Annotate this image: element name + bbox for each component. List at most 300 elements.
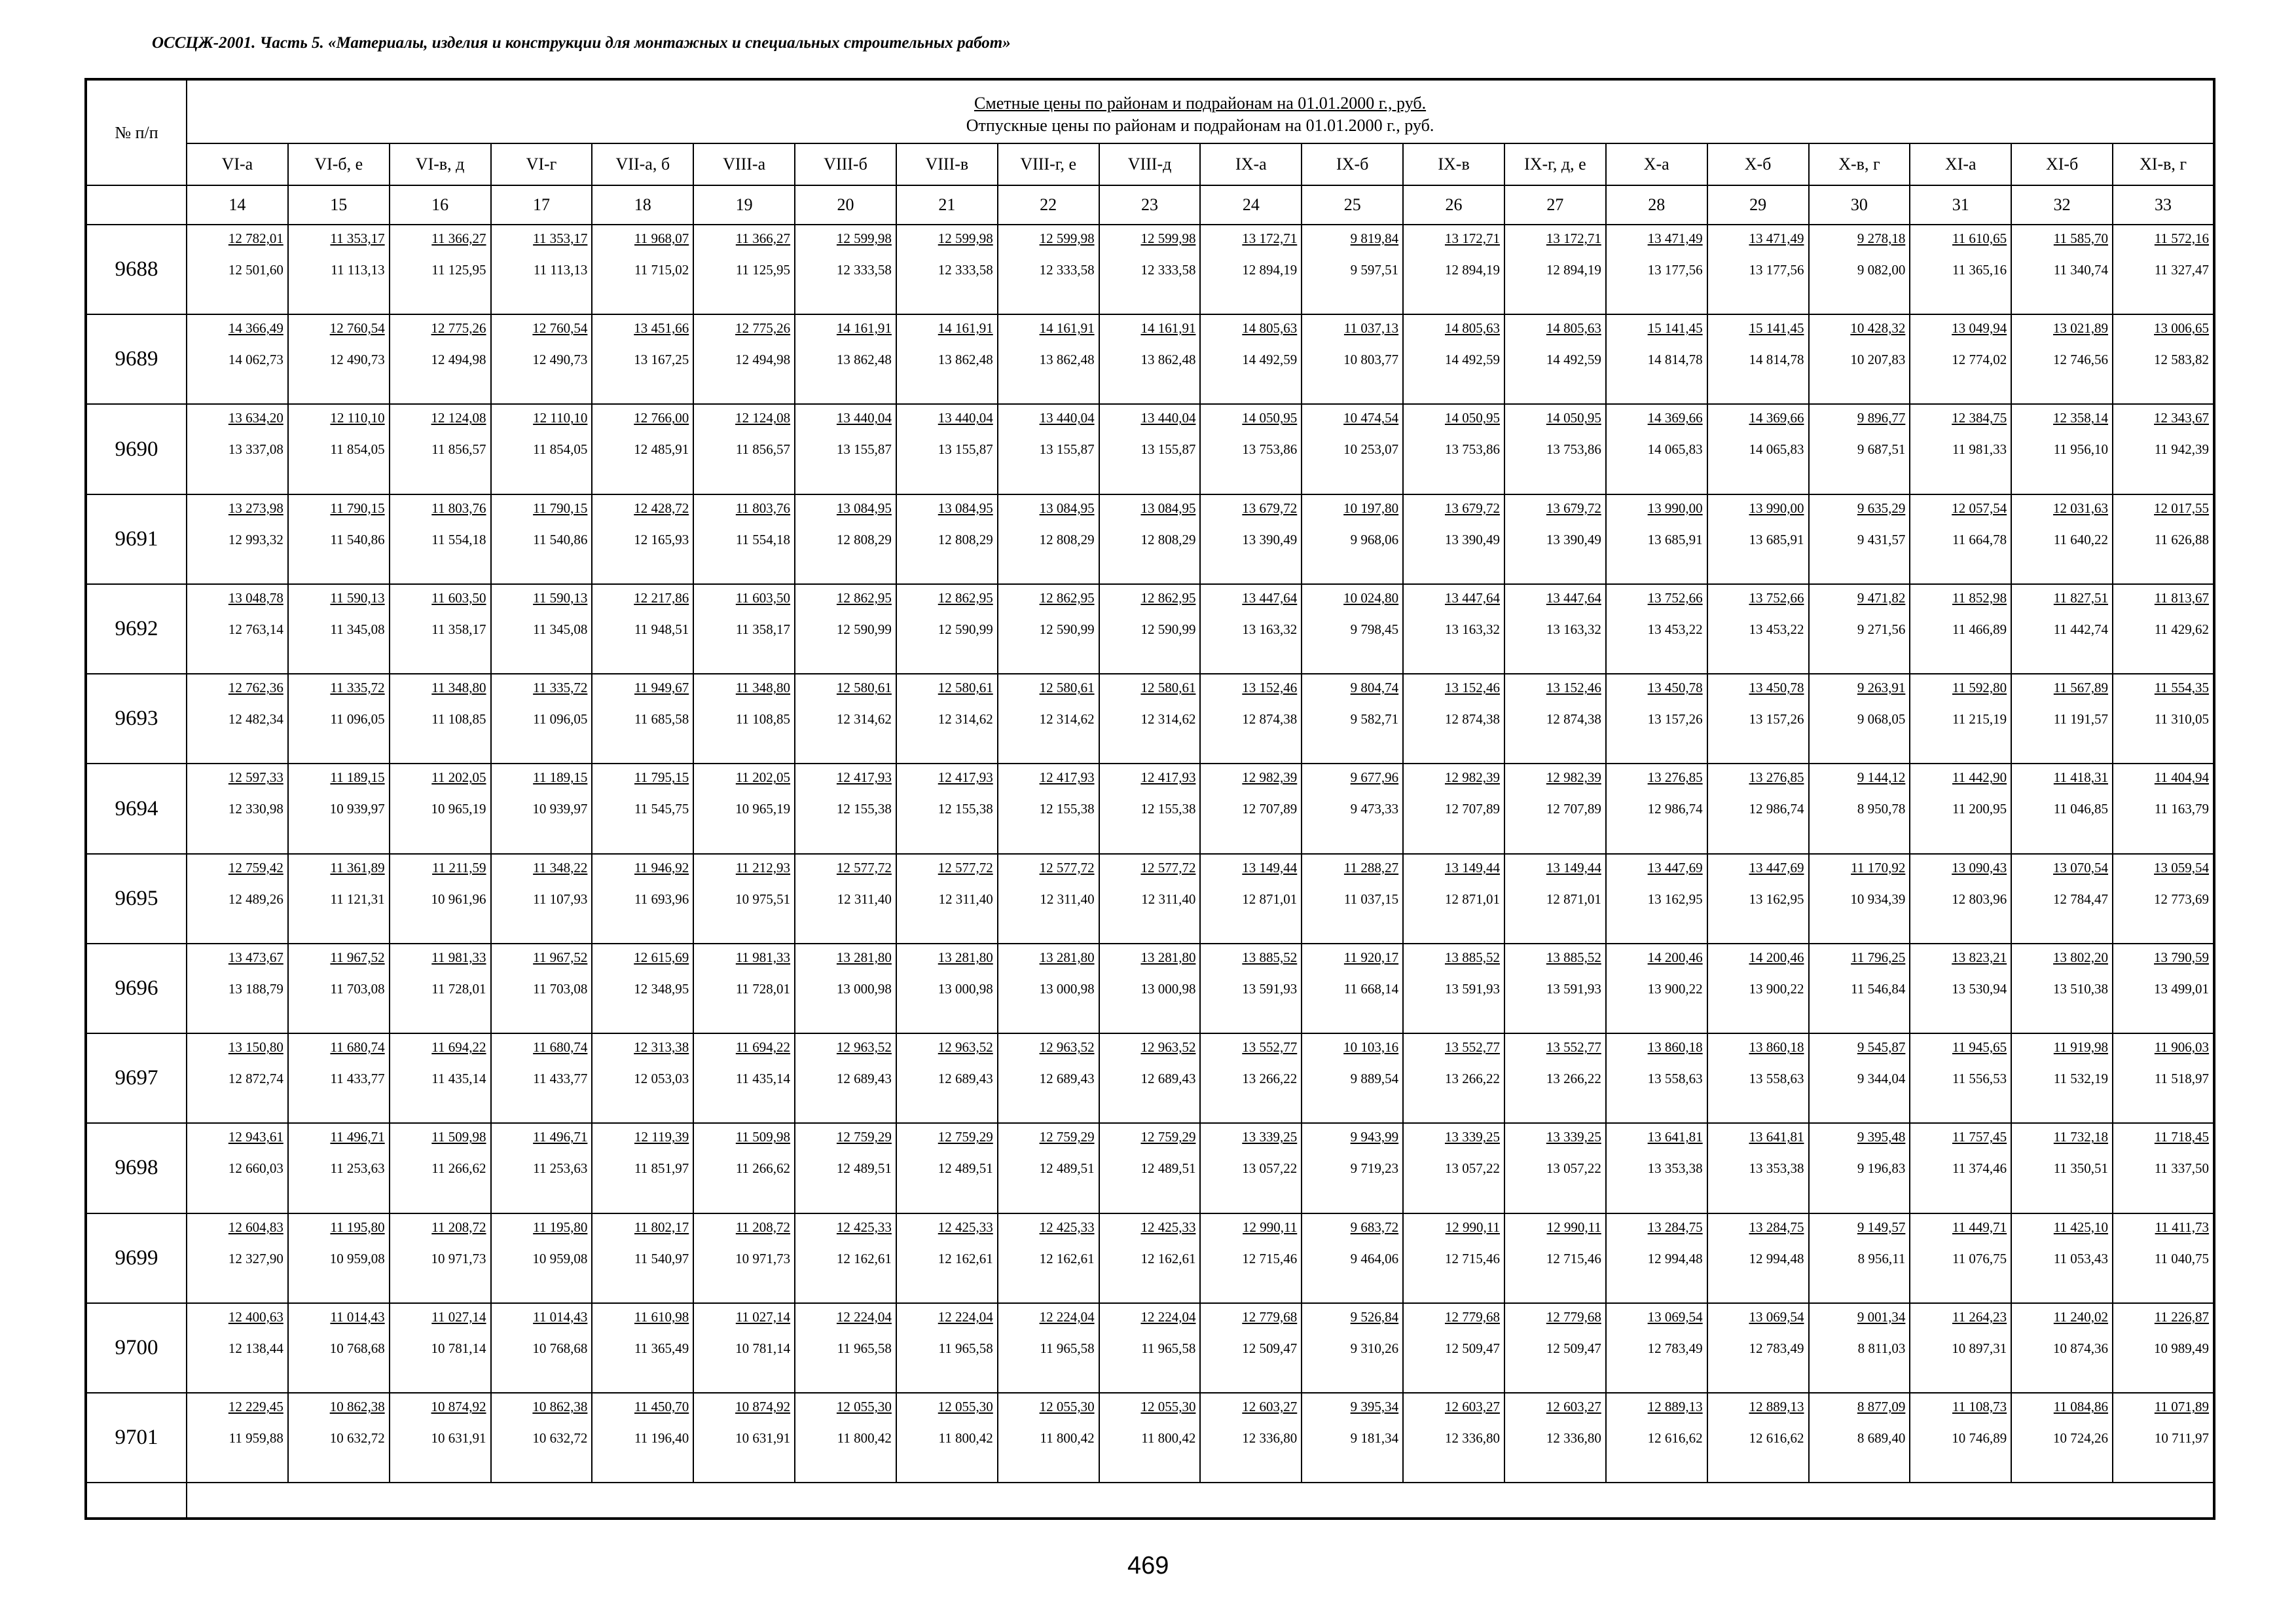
price-cell xyxy=(491,314,592,404)
release-price: 11 200,95 xyxy=(1952,801,2007,817)
estimated-price: 14 161,91 xyxy=(1039,320,1095,337)
estimated-price: 11 790,15 xyxy=(330,500,385,516)
release-price: 12 894,19 xyxy=(1444,262,1500,278)
release-price: 11 800,42 xyxy=(1141,1430,1196,1447)
price-cell xyxy=(592,674,693,764)
price-cell xyxy=(390,404,491,494)
column-number: 15 xyxy=(288,185,390,225)
price-cell xyxy=(1302,944,1403,1033)
release-price: 12 482,34 xyxy=(228,711,283,728)
price-cell xyxy=(1910,1393,2011,1483)
price-cell xyxy=(187,674,288,764)
price-cell xyxy=(1504,1303,1606,1393)
estimated-price: 11 757,45 xyxy=(1952,1129,2007,1145)
estimated-price: 12 963,52 xyxy=(836,1039,892,1056)
price-cell xyxy=(491,854,592,944)
table-row xyxy=(86,494,2214,584)
price-cell xyxy=(1403,584,1504,674)
estimated-price: 13 447,64 xyxy=(1444,589,1500,606)
price-cell xyxy=(187,1213,288,1303)
release-price: 13 453,22 xyxy=(1749,621,1804,637)
price-cell xyxy=(693,494,795,584)
estimated-price: 15 141,45 xyxy=(1647,320,1703,337)
estimated-price: 12 862,95 xyxy=(836,589,892,606)
release-price: 12 871,01 xyxy=(1546,891,1601,907)
column-number: 26 xyxy=(1403,185,1504,225)
estimated-price: 11 226,87 xyxy=(2154,1308,2210,1325)
price-cell xyxy=(1504,494,1606,584)
release-price: 11 540,86 xyxy=(330,531,385,547)
price-cell xyxy=(1707,854,1809,944)
estimated-price: 13 284,75 xyxy=(1647,1219,1703,1235)
price-cell xyxy=(1809,944,1910,1033)
release-price: 12 489,51 xyxy=(938,1160,993,1177)
price-cell xyxy=(390,1213,491,1303)
estimated-price: 13 885,52 xyxy=(1546,949,1601,965)
release-price: 13 000,98 xyxy=(1039,980,1095,997)
estimated-price: 13 552,77 xyxy=(1444,1039,1500,1056)
estimated-price: 13 069,54 xyxy=(1749,1308,1804,1325)
release-price: 12 501,60 xyxy=(228,262,283,278)
price-cell xyxy=(1809,1123,1910,1213)
estimated-price: 12 889,13 xyxy=(1749,1399,1804,1415)
estimated-price: 13 172,71 xyxy=(1242,231,1298,246)
price-cell xyxy=(1910,1303,2011,1393)
price-cell xyxy=(1099,674,1201,764)
release-price: 9 082,00 xyxy=(1857,262,1906,278)
price-cell xyxy=(491,1213,592,1303)
estimated-price: 11 208,72 xyxy=(735,1219,791,1235)
release-price: 13 155,87 xyxy=(1140,441,1196,458)
release-price: 11 108,85 xyxy=(431,711,486,728)
estimated-price: 13 885,52 xyxy=(1444,949,1500,965)
price-cell xyxy=(592,314,693,404)
release-price: 11 640,22 xyxy=(2053,531,2109,547)
release-price: 11 076,75 xyxy=(1952,1250,2007,1266)
estimated-price: 12 119,39 xyxy=(634,1129,689,1145)
price-cell xyxy=(896,404,998,494)
release-price: 12 314,62 xyxy=(1140,711,1196,728)
release-price: 11 981,33 xyxy=(1952,441,2007,458)
estimated-price: 11 496,71 xyxy=(533,1129,588,1145)
price-cell xyxy=(592,1123,693,1213)
price-cell xyxy=(693,1033,795,1123)
estimated-price: 13 679,72 xyxy=(1444,500,1500,516)
release-price: 12 689,43 xyxy=(1039,1071,1095,1087)
release-price: 8 811,03 xyxy=(1857,1340,1906,1356)
estimated-price: 13 790,59 xyxy=(2154,949,2210,965)
price-cell xyxy=(1504,404,1606,494)
estimated-price: 11 366,27 xyxy=(735,231,791,246)
price-cell xyxy=(1302,1033,1403,1123)
estimated-price: 12 603,27 xyxy=(1444,1399,1500,1415)
estimated-price: 9 395,48 xyxy=(1857,1129,1906,1145)
estimated-price: 11 590,13 xyxy=(533,589,588,606)
release-price: 10 961,96 xyxy=(431,891,486,907)
price-cell xyxy=(1099,764,1201,853)
estimated-price: 9 263,91 xyxy=(1857,680,1906,696)
estimated-price: 12 599,98 xyxy=(1140,231,1196,246)
estimated-price: 9 001,34 xyxy=(1857,1308,1906,1325)
release-price: 13 162,95 xyxy=(1749,891,1804,907)
release-price: 9 798,45 xyxy=(1350,621,1399,637)
estimated-price: 13 084,95 xyxy=(1140,500,1196,516)
price-cell xyxy=(1099,225,1201,314)
price-cell xyxy=(1910,764,2011,853)
release-price: 11 433,77 xyxy=(330,1071,385,1087)
price-cell xyxy=(1403,1393,1504,1483)
release-price: 11 215,19 xyxy=(1952,711,2007,728)
estimated-price: 13 339,25 xyxy=(1444,1129,1500,1145)
price-cell xyxy=(1606,314,1707,404)
row-number: 9699 xyxy=(86,1213,187,1303)
release-price: 12 590,99 xyxy=(1140,621,1196,637)
estimated-price: 11 803,76 xyxy=(735,500,791,516)
release-price: 11 374,46 xyxy=(1952,1160,2007,1177)
price-cell xyxy=(187,764,288,853)
estimated-price: 13 802,20 xyxy=(2053,949,2109,965)
release-price: 11 851,97 xyxy=(634,1160,689,1177)
empty-cell xyxy=(86,185,187,225)
estimated-price: 13 451,66 xyxy=(634,320,689,337)
price-cell xyxy=(1099,1213,1201,1303)
release-price: 10 971,73 xyxy=(431,1250,486,1266)
estimated-price: 12 782,01 xyxy=(228,231,283,246)
estimated-price: 11 335,72 xyxy=(330,680,385,696)
table-title xyxy=(187,79,2214,143)
estimated-price: 11 189,15 xyxy=(330,769,385,786)
release-price: 12 311,40 xyxy=(1141,891,1196,907)
estimated-price: 12 124,08 xyxy=(431,410,486,426)
estimated-price: 12 599,98 xyxy=(938,231,993,246)
price-cell xyxy=(2113,225,2214,314)
price-cell xyxy=(1707,1123,1809,1213)
price-cell xyxy=(288,1213,390,1303)
price-cell xyxy=(1707,1393,1809,1483)
estimated-price: 9 545,87 xyxy=(1857,1039,1906,1056)
price-cell xyxy=(1200,674,1302,764)
release-price: 12 330,98 xyxy=(228,801,283,817)
release-price: 11 340,74 xyxy=(2053,262,2109,278)
estimated-price: 12 982,39 xyxy=(1242,769,1298,786)
price-cell xyxy=(1910,674,2011,764)
release-price: 11 703,08 xyxy=(330,980,385,997)
price-cell xyxy=(1910,1033,2011,1123)
release-price: 12 763,14 xyxy=(228,621,283,637)
estimated-price: 13 281,80 xyxy=(938,949,993,965)
release-price: 13 163,32 xyxy=(1444,621,1500,637)
estimated-price: 13 152,46 xyxy=(1444,680,1500,696)
price-cell xyxy=(2011,1123,2113,1213)
release-price: 11 959,88 xyxy=(228,1430,283,1447)
release-price: 13 862,48 xyxy=(938,352,993,368)
estimated-price: 10 197,80 xyxy=(1343,500,1399,516)
estimated-price: 11 967,52 xyxy=(330,949,385,965)
estimated-price: 13 084,95 xyxy=(938,500,993,516)
price-cell xyxy=(1504,225,1606,314)
price-cell xyxy=(390,494,491,584)
release-price: 12 336,80 xyxy=(1546,1430,1601,1447)
estimated-price: 13 281,80 xyxy=(1140,949,1196,965)
estimated-price: 11 208,72 xyxy=(431,1219,486,1235)
release-price: 13 499,01 xyxy=(2154,980,2210,997)
release-price: 13 862,48 xyxy=(836,352,892,368)
estimated-price: 12 055,30 xyxy=(1140,1399,1196,1415)
price-cell xyxy=(288,225,390,314)
price-cell xyxy=(2113,1213,2214,1303)
release-price: 11 365,49 xyxy=(634,1340,689,1356)
price-cell xyxy=(2113,584,2214,674)
row-number: 9692 xyxy=(86,584,187,674)
estimated-price: 11 732,18 xyxy=(2053,1129,2109,1145)
release-price: 13 188,79 xyxy=(228,980,283,997)
release-price: 12 993,32 xyxy=(228,531,283,547)
estimated-price: 12 358,14 xyxy=(2053,410,2109,426)
estimated-price: 9 144,12 xyxy=(1857,769,1906,786)
estimated-price: 13 070,54 xyxy=(2053,859,2109,876)
estimated-price: 11 680,74 xyxy=(330,1039,385,1056)
release-price: 11 948,51 xyxy=(634,621,689,637)
release-price: 12 707,89 xyxy=(1444,801,1500,817)
price-cell xyxy=(390,584,491,674)
release-price: 12 689,43 xyxy=(1140,1071,1196,1087)
release-price: 9 464,06 xyxy=(1350,1250,1399,1266)
release-price: 11 518,97 xyxy=(2154,1071,2210,1087)
release-price: 9 687,51 xyxy=(1857,441,1906,458)
estimated-price: 11 348,22 xyxy=(533,859,588,876)
estimated-price: 11 361,89 xyxy=(330,859,385,876)
estimated-price: 11 949,67 xyxy=(634,680,689,696)
price-cell xyxy=(2113,494,2214,584)
release-price: 12 494,98 xyxy=(735,352,791,368)
estimated-price: 11 694,22 xyxy=(735,1039,791,1056)
release-price: 12 986,74 xyxy=(1647,801,1703,817)
release-price: 11 532,19 xyxy=(2053,1071,2109,1087)
price-cell xyxy=(187,494,288,584)
price-cell xyxy=(1606,764,1707,853)
price-cell xyxy=(1606,854,1707,944)
estimated-price: 11 411,73 xyxy=(2155,1219,2210,1235)
price-cell xyxy=(491,944,592,1033)
release-price: 12 660,03 xyxy=(228,1160,283,1177)
release-price: 12 155,38 xyxy=(1140,801,1196,817)
release-price: 13 337,08 xyxy=(228,441,283,458)
estimated-price: 13 823,21 xyxy=(1952,949,2007,965)
column-number: 29 xyxy=(1707,185,1809,225)
estimated-price: 12 599,98 xyxy=(836,231,892,246)
estimated-price: 12 425,33 xyxy=(938,1219,993,1235)
price-cell xyxy=(187,584,288,674)
estimated-price: 13 149,44 xyxy=(1444,859,1500,876)
estimated-price: 12 597,33 xyxy=(228,769,283,786)
price-cell xyxy=(998,1303,1099,1393)
estimated-price: 9 635,29 xyxy=(1857,500,1906,516)
district-code-header: VIII-в xyxy=(896,143,998,185)
estimated-price: 11 680,74 xyxy=(533,1039,588,1056)
release-price: 11 800,42 xyxy=(837,1430,892,1447)
price-cell xyxy=(288,674,390,764)
row-number: 9691 xyxy=(86,494,187,584)
price-cell xyxy=(1200,1213,1302,1303)
price-cell xyxy=(1504,1213,1606,1303)
estimated-price: 12 982,39 xyxy=(1546,769,1601,786)
release-price: 12 311,40 xyxy=(837,891,892,907)
estimated-price: 13 990,00 xyxy=(1647,500,1703,516)
estimated-price: 11 827,51 xyxy=(2053,589,2109,606)
estimated-price: 13 284,75 xyxy=(1749,1219,1804,1235)
table-title-row xyxy=(86,79,2214,143)
price-cell xyxy=(998,225,1099,314)
estimated-price: 9 804,74 xyxy=(1350,680,1399,696)
release-price: 13 753,86 xyxy=(1546,441,1601,458)
price-cell xyxy=(2113,674,2214,764)
district-code-header: IX-б xyxy=(1302,143,1403,185)
price-cell xyxy=(1707,1213,1809,1303)
release-price: 10 897,31 xyxy=(1952,1340,2007,1356)
release-price: 12 348,95 xyxy=(634,980,689,997)
release-price: 10 959,08 xyxy=(329,1250,385,1266)
release-price: 13 157,26 xyxy=(1749,711,1804,728)
estimated-price: 12 224,04 xyxy=(836,1308,892,1325)
release-price: 11 113,13 xyxy=(533,262,588,278)
estimated-price: 11 718,45 xyxy=(2154,1129,2210,1145)
row-number: 9700 xyxy=(86,1303,187,1393)
release-price: 12 994,48 xyxy=(1749,1250,1804,1266)
price-cell xyxy=(1504,584,1606,674)
row-number: 9701 xyxy=(86,1393,187,1483)
price-cell xyxy=(693,225,795,314)
estimated-price: 9 677,96 xyxy=(1350,769,1399,786)
estimated-price: 12 580,61 xyxy=(836,680,892,696)
estimated-price: 12 343,67 xyxy=(2154,410,2210,426)
release-price: 13 353,38 xyxy=(1749,1160,1804,1177)
estimated-price: 12 417,93 xyxy=(836,769,892,786)
price-cell xyxy=(1200,584,1302,674)
price-cell xyxy=(2113,764,2214,853)
estimated-price: 12 577,72 xyxy=(1039,859,1095,876)
price-cell xyxy=(1302,1213,1403,1303)
price-cell xyxy=(1302,764,1403,853)
price-cell xyxy=(1809,1033,1910,1123)
price-cell xyxy=(795,944,896,1033)
release-price: 11 556,53 xyxy=(1952,1071,2007,1087)
estimated-price: 11 813,67 xyxy=(2154,589,2210,606)
price-cell xyxy=(1200,1123,1302,1213)
price-cell xyxy=(1099,854,1201,944)
price-cell xyxy=(1302,1303,1403,1393)
price-cell xyxy=(795,1393,896,1483)
release-price: 13 057,22 xyxy=(1444,1160,1500,1177)
estimated-price: 11 202,05 xyxy=(735,769,791,786)
price-cell xyxy=(693,404,795,494)
release-price: 13 862,48 xyxy=(1140,352,1196,368)
release-price: 10 975,51 xyxy=(735,891,791,907)
district-code-header: VI-г xyxy=(491,143,592,185)
estimated-price: 13 440,04 xyxy=(836,410,892,426)
release-price: 12 485,91 xyxy=(634,441,689,458)
estimated-price: 9 526,84 xyxy=(1350,1308,1399,1325)
estimated-price: 11 610,65 xyxy=(1952,231,2007,246)
release-price: 12 894,19 xyxy=(1546,262,1601,278)
price-cell xyxy=(1302,1393,1403,1483)
estimated-price: 11 027,14 xyxy=(431,1308,486,1325)
estimated-price: 12 862,95 xyxy=(938,589,993,606)
release-price: 11 350,51 xyxy=(2053,1160,2109,1177)
release-price: 9 181,34 xyxy=(1350,1430,1399,1447)
column-number: 32 xyxy=(2011,185,2113,225)
estimated-price: 11 348,80 xyxy=(735,680,791,696)
release-price: 12 165,93 xyxy=(634,531,689,547)
price-cell xyxy=(998,404,1099,494)
price-cell xyxy=(795,404,896,494)
price-cell xyxy=(1606,225,1707,314)
price-cell xyxy=(1910,225,2011,314)
estimated-price: 13 440,04 xyxy=(1140,410,1196,426)
price-cell xyxy=(1200,944,1302,1033)
price-cell xyxy=(1200,854,1302,944)
price-cell xyxy=(390,1303,491,1393)
price-cell xyxy=(1707,764,1809,853)
release-price: 10 781,14 xyxy=(735,1340,791,1356)
release-price: 12 590,99 xyxy=(938,621,993,637)
estimated-price: 11 366,27 xyxy=(431,231,486,246)
price-cell xyxy=(1910,494,2011,584)
release-price: 13 900,22 xyxy=(1647,980,1703,997)
release-price: 11 046,85 xyxy=(2053,801,2109,817)
estimated-price: 13 447,69 xyxy=(1749,859,1804,876)
estimated-price: 12 224,04 xyxy=(938,1308,993,1325)
table-row xyxy=(86,1123,2214,1213)
estimated-price: 11 603,50 xyxy=(735,589,791,606)
estimated-price: 12 963,52 xyxy=(938,1039,993,1056)
price-cell xyxy=(1099,494,1201,584)
estimated-price: 12 599,98 xyxy=(1039,231,1095,246)
release-price: 11 664,78 xyxy=(1952,531,2007,547)
price-cell xyxy=(693,674,795,764)
price-cell xyxy=(1403,764,1504,853)
release-price: 13 453,22 xyxy=(1647,621,1703,637)
price-cell xyxy=(288,494,390,584)
district-code-header: X-а xyxy=(1606,143,1707,185)
release-price: 11 345,08 xyxy=(330,621,385,637)
price-cell xyxy=(491,404,592,494)
price-cell xyxy=(1302,584,1403,674)
estimated-price: 11 981,33 xyxy=(431,949,486,965)
estimated-price: 13 281,80 xyxy=(836,949,892,965)
release-price: 11 728,01 xyxy=(735,980,791,997)
estimated-price: 13 860,18 xyxy=(1647,1039,1703,1056)
release-price: 14 492,59 xyxy=(1444,352,1500,368)
price-cell xyxy=(187,225,288,314)
price-cell xyxy=(1809,1303,1910,1393)
estimated-price: 12 779,68 xyxy=(1444,1308,1500,1325)
price-cell xyxy=(288,404,390,494)
price-cell xyxy=(187,404,288,494)
price-cell xyxy=(998,314,1099,404)
release-price: 11 546,84 xyxy=(1851,980,1906,997)
price-cell xyxy=(2011,494,2113,584)
price-cell xyxy=(1606,1393,1707,1483)
price-cell xyxy=(1099,314,1201,404)
release-price: 12 489,51 xyxy=(1039,1160,1095,1177)
price-cell xyxy=(1403,225,1504,314)
release-price: 13 266,22 xyxy=(1444,1071,1500,1087)
price-cell xyxy=(998,674,1099,764)
price-cell xyxy=(187,1303,288,1393)
release-price: 13 900,22 xyxy=(1749,980,1804,997)
release-price: 12 162,61 xyxy=(1039,1250,1095,1266)
estimated-price: 12 615,69 xyxy=(634,949,689,965)
